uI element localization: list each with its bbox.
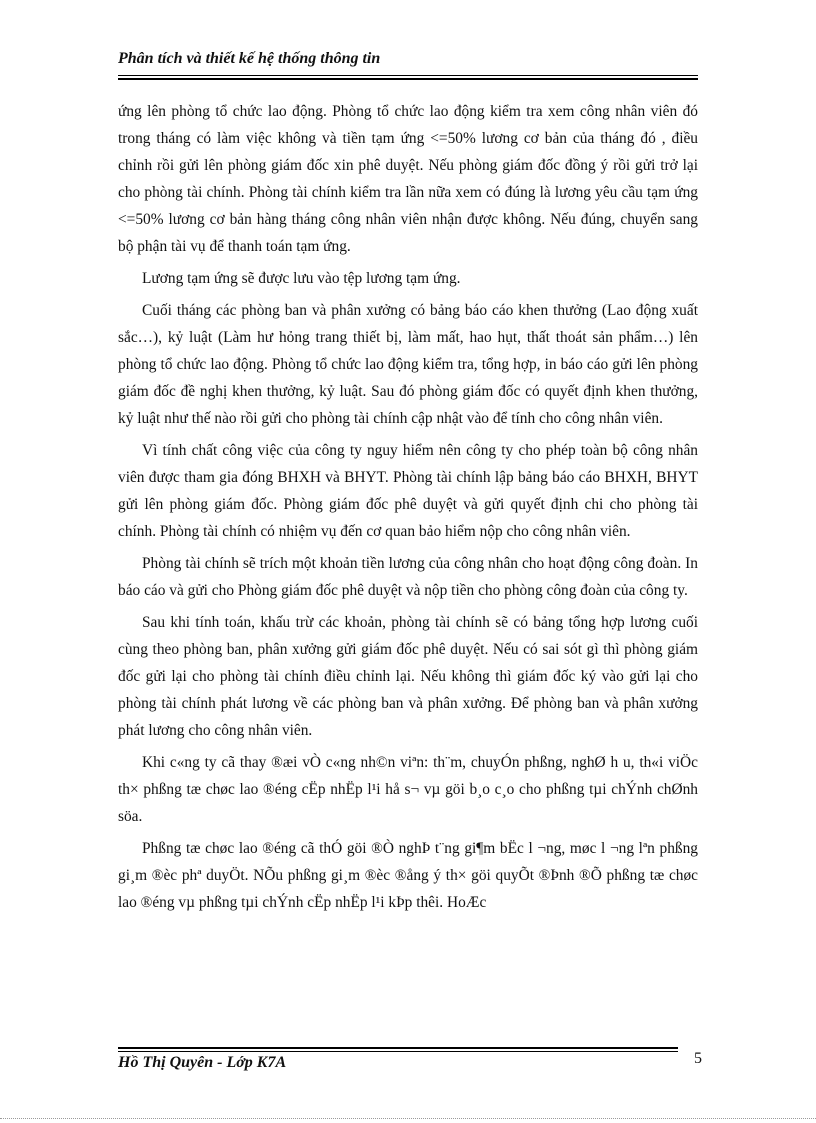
paragraph-2: Lương tạm ứng sẽ được lưu vào tệp lương tạm ứng.	[142, 270, 461, 287]
footer-double-rule	[118, 1047, 678, 1052]
page-edge-divider	[0, 1118, 816, 1119]
paragraph-6: Sau khi tính toán, khấu trừ các khoản, phòng tài chính sẽ có bảng tổng hợp lương cuối cùng theo phòng ban, phân xưởng gửi giám đốc phê duyệt. Nếu có sai sót gì thì phòng giám đốc gửi lại cho phòng tài chính điều chỉnh lại. Nếu không thì giám đốc ký vào gửi lại cho phòng tài chính phát lương về các phòng ban và phân xưởng. Để phòng ban và phân xưởng phát lương cho công nhân viên.	[118, 614, 698, 739]
header-double-rule	[118, 75, 698, 80]
page-number: 5	[694, 1050, 702, 1067]
paragraph-8: Phßng tæ chøc lao ®éng cã thÓ göi ®Ò nghÞ t¨ng gi¶m bËc l ¬ng, møc l ¬ng lªn phßng gi¸m ®èc phª duyÖt. NÕu phßng gi¸m ®èc ®ång ý th× göi quyÕt ®Þnh ®Õ phßng tæ chøc lao ®éng vµ phßng tµi chÝnh cËp nhËp l¹i kÞp thêi. HoÆc	[118, 840, 698, 911]
paragraph-7: Khi c«ng ty cã thay ®æi vÒ c«ng nh©n viªn: th¨m, chuyÓn phßng, nghØ h u, th«i viÖc th× phßng tæ chøc lao ®éng cËp nhËp l¹i hå s¬ vµ göi b¸o c¸o cho phßng tµi chÝnh chØnh söa.	[118, 754, 698, 825]
paragraph-4: Vì tính chất công việc của công ty nguy hiểm nên công ty cho phép toàn bộ công nhân viên được tham gia đóng BHXH và BHYT. Phòng tài chính lập bảng báo cáo BHXH, BHYT gửi lên phòng giám đốc. Phòng giám đốc phê duyệt và gửi quyết định chi cho phòng tài chính. Phòng tài chính có nhiệm vụ đến cơ quan bảo hiểm nộp cho công nhân viên.	[118, 442, 698, 540]
body-text	[118, 98, 698, 921]
running-header: Phân tích và thiết kế hệ thống thông tin	[118, 50, 381, 67]
paragraph-1: ứng lên phòng tổ chức lao động. Phòng tổ chức lao động kiểm tra xem công nhân viên đó trong tháng có làm việc không và tiền tạm ứng <=50% lương cơ bản của tháng đó , điều chỉnh rồi gửi lên phòng giám đốc xin phê duyệt. Nếu phòng giám đốc đồng ý rồi gửi trở lại cho phòng tài chính. Phòng tài chính kiểm tra lần nữa xem có đúng là lương yêu cầu tạm ứng <=50% lương cơ bản hàng tháng công nhân viên nhận được không. Nếu đúng, chuyển sang bộ phận tài vụ để thanh toán tạm ứng.	[118, 103, 698, 255]
paragraph-3: Cuối tháng các phòng ban và phân xưởng có bảng báo cáo khen thưởng (Lao động xuất sắc…), kỷ luật (Làm hư hỏng trang thiết bị, làm mất, hao hụt, thất thoát sản phẩm…) lên phòng tổ chức lao động. Phòng tổ chức lao động kiểm tra, tổng hợp, in báo cáo gửi lên phòng giám đốc đề nghị khen thưởng, kỷ luật. Sau đó phòng giám đốc có quyết định khen thưởng, kỷ luật như thế nào rồi gửi cho phòng tài chính cập nhật vào để tính cho công nhân viên.	[118, 302, 698, 427]
footer-author: Hồ Thị Quyên - Lớp K7A	[118, 1054, 287, 1071]
paragraph-5: Phòng tài chính sẽ trích một khoản tiền lương của công nhân cho hoạt động công đoàn. In báo cáo và gửi cho Phòng giám đốc phê duyệt và nộp tiền cho phòng công đoàn của công ty.	[118, 555, 698, 599]
